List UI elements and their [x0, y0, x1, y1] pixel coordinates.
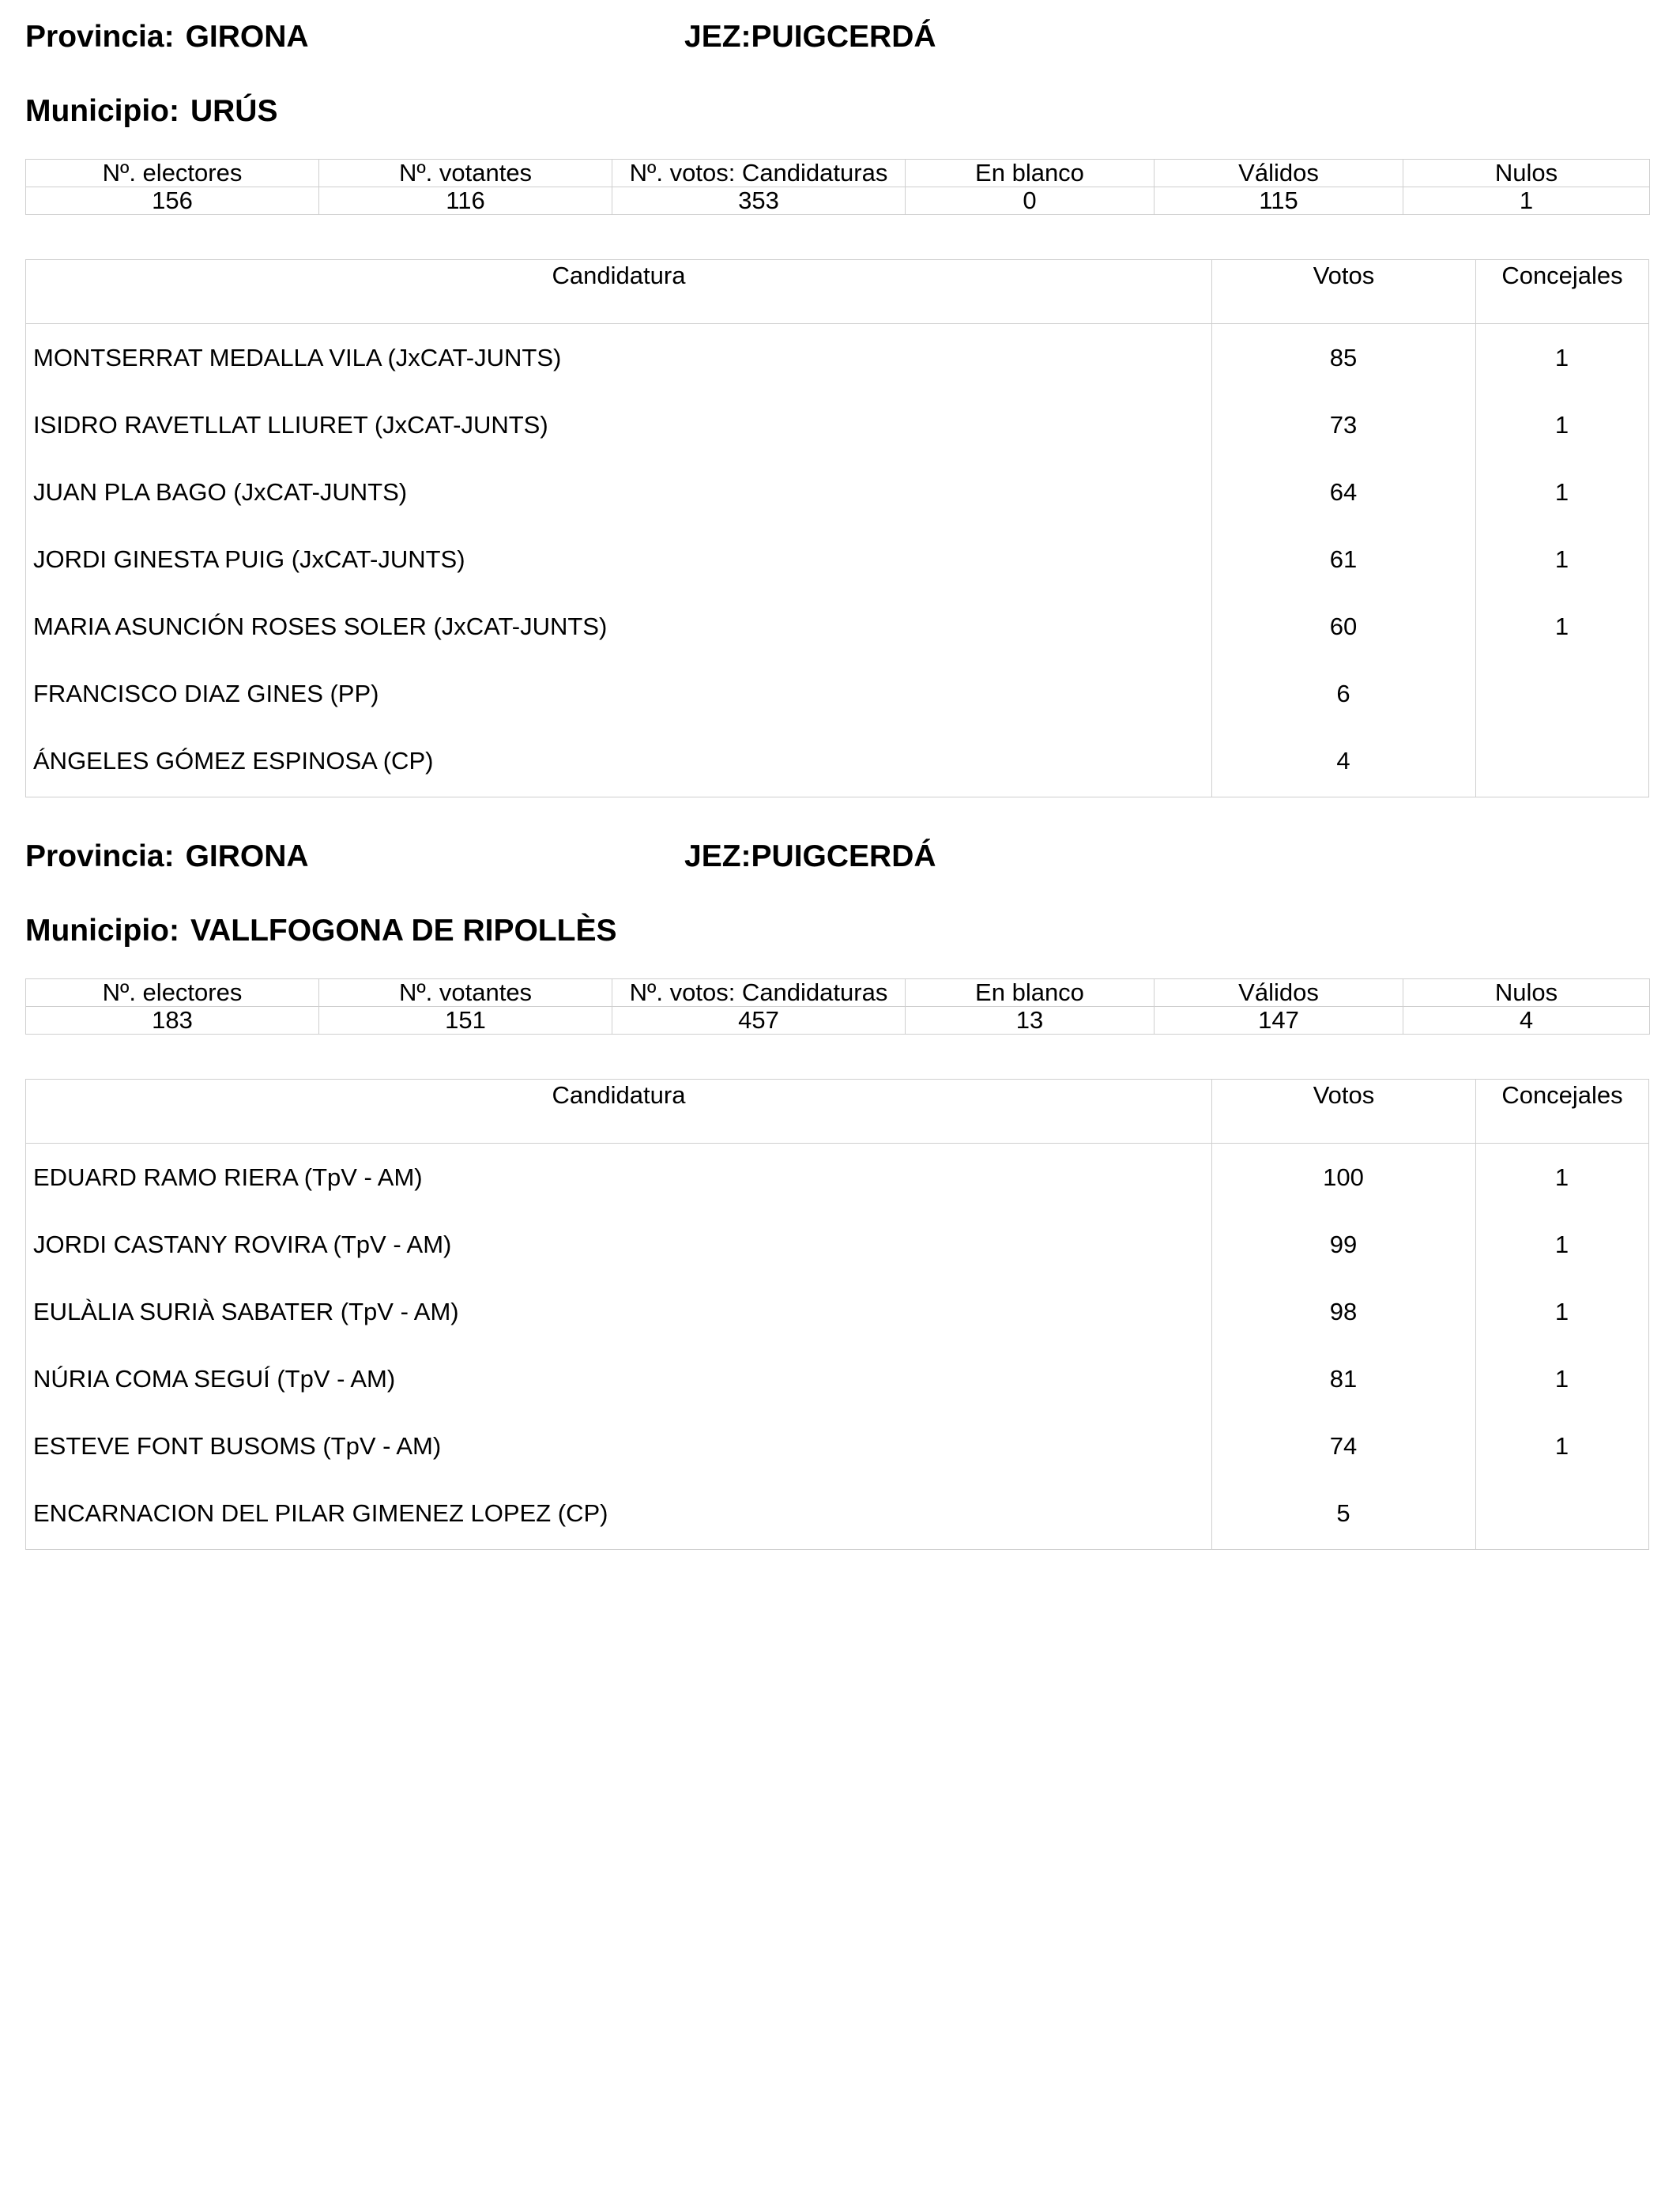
municipio-value: URÚS — [190, 94, 278, 128]
summary-value-en-blanco: 13 — [906, 1007, 1155, 1035]
candidate-row — [26, 1415, 1648, 1482]
header-concejales: Concejales — [1475, 1080, 1648, 1143]
jez-label: JEZ: — [684, 839, 751, 873]
municipio-line — [25, 96, 277, 126]
candidate-row — [26, 662, 1648, 729]
candidate-row — [26, 1146, 1648, 1213]
candidate-name: NÚRIA COMA SEGUÍ (TpV - AM) — [33, 1365, 396, 1393]
candidate-row — [26, 1213, 1648, 1280]
candidate-row — [26, 729, 1648, 797]
summary-table — [25, 978, 1650, 1035]
header-concejales: Concejales — [1475, 260, 1648, 323]
candidate-concejales: 1 — [1554, 1432, 1569, 1460]
candidate-row — [26, 394, 1648, 461]
candidate-name: ISIDRO RAVETLLAT LLIURET (JxCAT-JUNTS) — [33, 411, 548, 439]
candidate-votes: 73 — [1329, 411, 1358, 439]
summary-value-votos-candidaturas: 353 — [612, 187, 906, 215]
candidate-concejales: 1 — [1554, 1163, 1569, 1191]
candidate-votes: 81 — [1329, 1365, 1358, 1393]
candidate-concejales: 1 — [1554, 613, 1569, 640]
summary-value-validos: 147 — [1155, 1007, 1403, 1035]
summary-value-en-blanco: 0 — [906, 187, 1155, 215]
candidate-votes: 5 — [1336, 1499, 1350, 1527]
candidates-table — [25, 1079, 1649, 1550]
summary-header-votos-candidaturas: Nº. votos: Candidaturas — [612, 979, 906, 1007]
candidate-name: ESTEVE FONT BUSOMS (TpV - AM) — [33, 1432, 442, 1460]
summary-value-row — [26, 1007, 1650, 1035]
candidate-row — [26, 1482, 1648, 1549]
candidate-concejales: 1 — [1554, 545, 1569, 573]
jez-line — [684, 841, 936, 872]
provincia-value: GIRONA — [185, 20, 309, 54]
candidate-votes: 4 — [1336, 747, 1350, 775]
candidate-name: MARIA ASUNCIÓN ROSES SOLER (JxCAT-JUNTS) — [33, 613, 608, 640]
candidate-votes: 64 — [1329, 478, 1358, 506]
summary-header-en-blanco: En blanco — [906, 160, 1155, 187]
summary-header-row — [26, 979, 1650, 1007]
summary-value-nulos: 4 — [1403, 1007, 1650, 1035]
jez-label: JEZ: — [684, 20, 751, 54]
summary-header-electores: Nº. electores — [26, 979, 319, 1007]
summary-header-validos: Válidos — [1155, 979, 1403, 1007]
summary-value-validos: 115 — [1155, 187, 1403, 215]
candidate-name: ÁNGELES GÓMEZ ESPINOSA (CP) — [33, 747, 434, 775]
candidate-name: EULÀLIA SURIÀ SABATER (TpV - AM) — [33, 1298, 459, 1325]
candidate-votes: 61 — [1329, 545, 1358, 573]
candidates-body — [26, 1144, 1648, 1549]
candidate-name: EDUARD RAMO RIERA (TpV - AM) — [33, 1163, 423, 1191]
summary-value-nulos: 1 — [1403, 187, 1650, 215]
provincia-label: Provincia: — [25, 839, 175, 873]
municipio-label: Municipio: — [25, 914, 179, 948]
candidate-concejales: 1 — [1554, 1298, 1569, 1325]
summary-value-votos-candidaturas: 457 — [612, 1007, 906, 1035]
municipio-line — [25, 915, 616, 946]
candidate-votes: 99 — [1329, 1231, 1358, 1258]
jez-value: PUIGCERDÁ — [751, 20, 936, 54]
candidates-header-row — [26, 1080, 1648, 1144]
candidates-header-row — [26, 260, 1648, 324]
candidate-row — [26, 461, 1648, 528]
summary-value-electores: 156 — [26, 187, 319, 215]
jez-value: PUIGCERDÁ — [751, 839, 936, 873]
candidate-row — [26, 528, 1648, 595]
candidate-row — [26, 326, 1648, 394]
municipio-value: VALLFOGONA DE RIPOLLÈS — [190, 914, 617, 948]
provincia-line — [25, 841, 309, 872]
candidate-votes: 98 — [1329, 1298, 1358, 1325]
candidate-concejales: 1 — [1554, 1231, 1569, 1258]
candidate-concejales: 1 — [1554, 478, 1569, 506]
summary-header-votantes: Nº. votantes — [319, 979, 612, 1007]
summary-header-votos-candidaturas: Nº. votos: Candidaturas — [612, 160, 906, 187]
candidate-concejales: 1 — [1554, 1365, 1569, 1393]
candidate-row — [26, 595, 1648, 662]
provincia-line — [25, 21, 309, 52]
summary-value-electores: 183 — [26, 1007, 319, 1035]
provincia-value: GIRONA — [185, 839, 309, 873]
candidate-concejales: 1 — [1554, 411, 1569, 439]
candidates-body — [26, 324, 1648, 797]
summary-header-votantes: Nº. votantes — [319, 160, 612, 187]
candidate-name: MONTSERRAT MEDALLA VILA (JxCAT-JUNTS) — [33, 344, 562, 371]
summary-header-validos: Válidos — [1155, 160, 1403, 187]
candidate-votes: 100 — [1323, 1163, 1364, 1191]
jez-line — [684, 21, 936, 52]
candidate-votes: 6 — [1336, 680, 1350, 707]
summary-value-votantes: 116 — [319, 187, 612, 215]
candidate-votes: 74 — [1329, 1432, 1358, 1460]
summary-table — [25, 159, 1650, 215]
candidate-votes: 85 — [1329, 344, 1358, 371]
candidate-name: FRANCISCO DIAZ GINES (PP) — [33, 680, 379, 707]
header-votos: Votos — [1211, 1080, 1475, 1143]
candidates-table — [25, 259, 1649, 797]
candidate-name: JORDI CASTANY ROVIRA (TpV - AM) — [33, 1231, 452, 1258]
candidate-name: JORDI GINESTA PUIG (JxCAT-JUNTS) — [33, 545, 465, 573]
summary-value-row — [26, 187, 1650, 215]
header-candidatura: Candidatura — [552, 1081, 686, 1109]
candidate-row — [26, 1348, 1648, 1415]
summary-value-votantes: 151 — [319, 1007, 612, 1035]
summary-header-nulos: Nulos — [1403, 160, 1650, 187]
candidate-row — [26, 1280, 1648, 1348]
header-votos: Votos — [1211, 260, 1475, 323]
summary-header-row — [26, 160, 1650, 187]
municipio-label: Municipio: — [25, 94, 179, 128]
header-candidatura: Candidatura — [552, 262, 686, 289]
candidate-votes: 60 — [1329, 613, 1358, 640]
summary-header-en-blanco: En blanco — [906, 979, 1155, 1007]
provincia-label: Provincia: — [25, 20, 175, 54]
summary-header-nulos: Nulos — [1403, 979, 1650, 1007]
candidate-name: ENCARNACION DEL PILAR GIMENEZ LOPEZ (CP) — [33, 1499, 608, 1527]
summary-header-electores: Nº. electores — [26, 160, 319, 187]
candidate-name: JUAN PLA BAGO (JxCAT-JUNTS) — [33, 478, 408, 506]
candidate-concejales: 1 — [1554, 344, 1569, 371]
